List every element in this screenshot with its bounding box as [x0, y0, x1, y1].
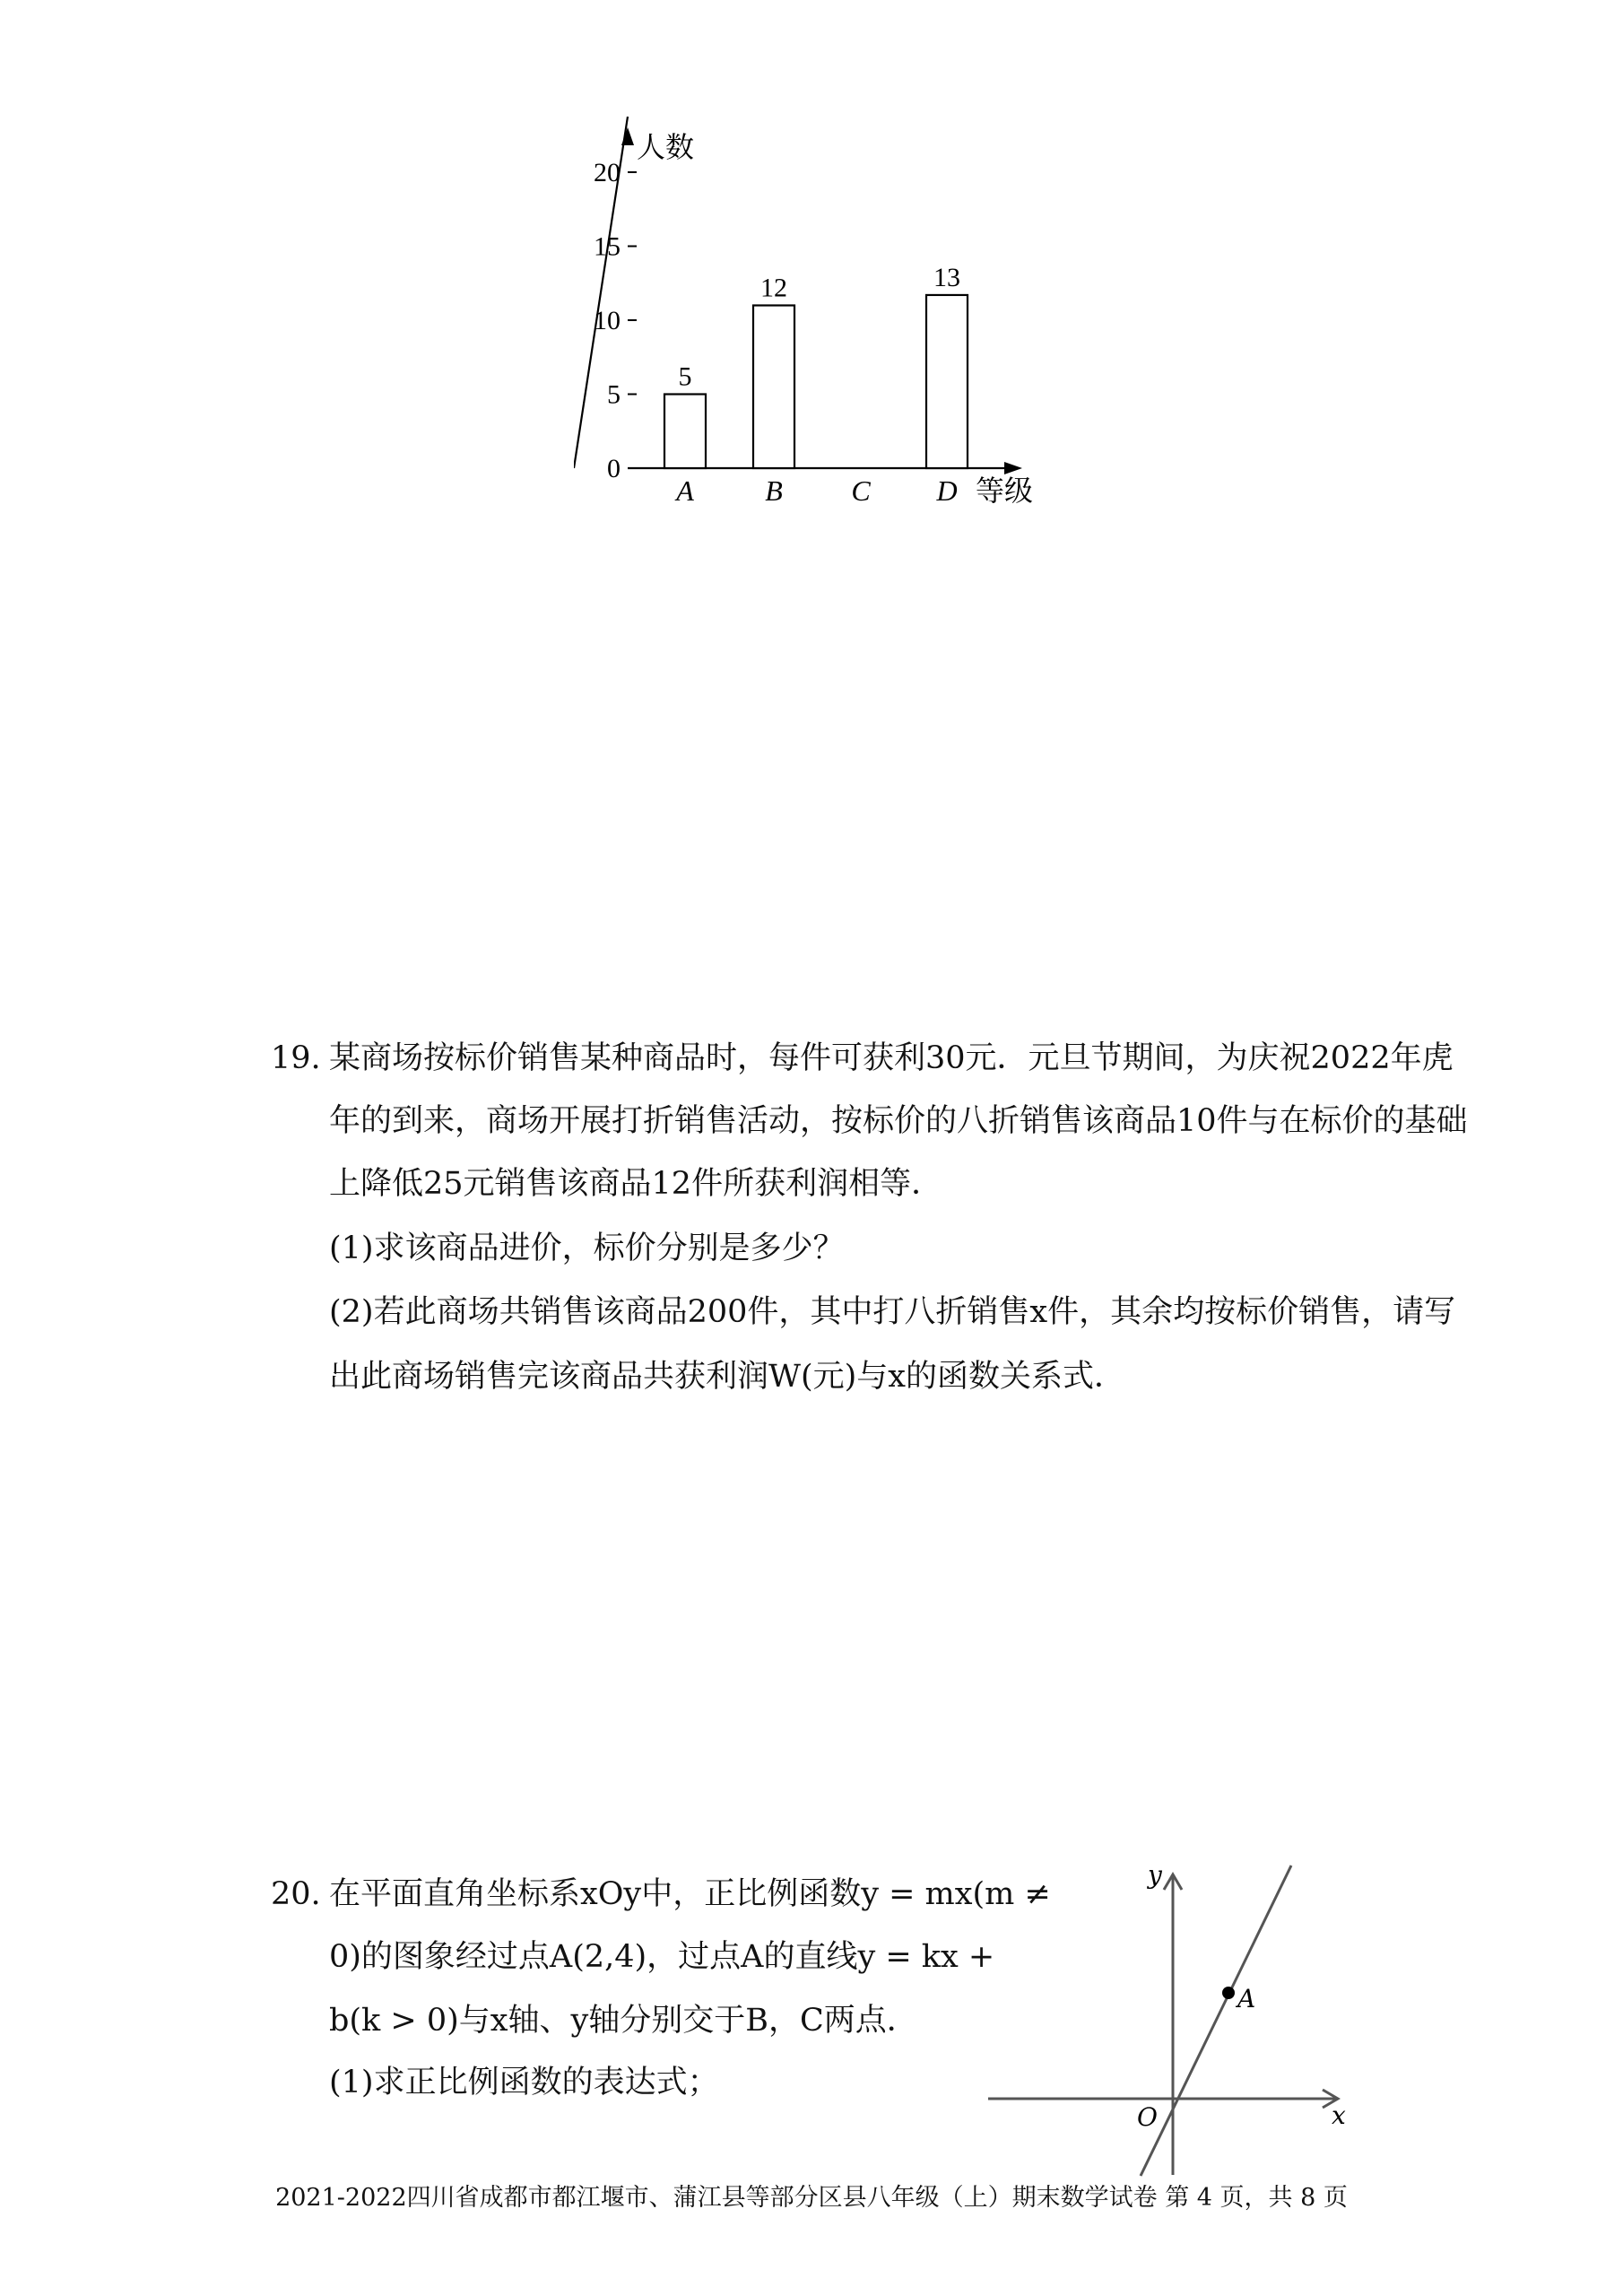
- origin-label: O: [1137, 2102, 1158, 2132]
- category-label-b: B: [765, 474, 783, 507]
- bar-b: [753, 306, 794, 469]
- x-axis-arrow: [1004, 462, 1022, 474]
- data-label-a: 5: [678, 361, 692, 392]
- y-axis-arrow: [621, 127, 634, 145]
- q20-line: b(k > 0)与x轴、y轴分别交于B，C两点．: [329, 2003, 918, 2039]
- y-axis-label: y: [1148, 1860, 1162, 1890]
- x-axis-label: x: [1332, 2100, 1346, 2130]
- y-tick-label: 15: [594, 231, 621, 262]
- category-label-c: C: [851, 474, 871, 507]
- bars: [664, 263, 968, 507]
- q20-number: 20.: [271, 1876, 321, 1912]
- y-tick-label: 10: [594, 306, 621, 335]
- point-a-label: A: [1237, 1984, 1256, 2013]
- y-axis-label: 人数: [637, 131, 695, 163]
- y-tick-label: 0: [607, 454, 621, 483]
- q19-number: 19.: [271, 1040, 321, 1076]
- category-label-a: A: [676, 474, 694, 507]
- q19-line: 上降低25元销售该商品12件所获利润相等．: [329, 1166, 943, 1202]
- category-label-d: D: [936, 474, 958, 507]
- x-axis-label: 等级: [976, 474, 1034, 507]
- q19-line: (2)若此商场共销售该商品200件，其中打八折销售x件，其余均按标价销售，请写: [329, 1294, 1456, 1330]
- bar-a: [664, 395, 706, 469]
- page-footer: 2021-2022四川省成都市都江堰市、蒲江县等部分区县八年级（上）期末数学试卷 第 4 页，共 8 页: [275, 2184, 1348, 2212]
- q19-line: 年的到来，商场开展打折销售活动，按标价的八折销售该商品10件与在标价的基础: [329, 1103, 1468, 1139]
- q19-line: 某商场按标价销售某种商品时，每件可获利30元．元旦节期间，为庆祝2022年虎: [329, 1040, 1454, 1076]
- bar-d: [926, 295, 968, 468]
- line-through-A: [1141, 1866, 1291, 2176]
- q20-line: 0)的图象经过点A(2,4)，过点A的直线y = kx +: [329, 1939, 995, 1975]
- y-tick-label: 5: [607, 379, 621, 410]
- q20-line: 在平面直角坐标系xOy中，正比例函数y = mx(m ≠: [329, 1876, 1051, 1912]
- data-label-b: 12: [760, 273, 787, 303]
- y-tick-label: 20: [594, 158, 621, 187]
- bar-chart: [574, 117, 1058, 529]
- q19-line: (1)求该商品进价，标价分别是多少？: [329, 1231, 845, 1266]
- data-label-d: 13: [933, 262, 960, 292]
- q20-line: (1)求正比例函数的表达式；: [329, 2065, 719, 2100]
- coordinate-figure: [977, 1857, 1408, 2179]
- y-ticks: [594, 158, 637, 483]
- q19-line: 出此商场销售完该商品共获利润W(元)与x的函数关系式．: [329, 1359, 1126, 1395]
- point-A: [1222, 1987, 1235, 1999]
